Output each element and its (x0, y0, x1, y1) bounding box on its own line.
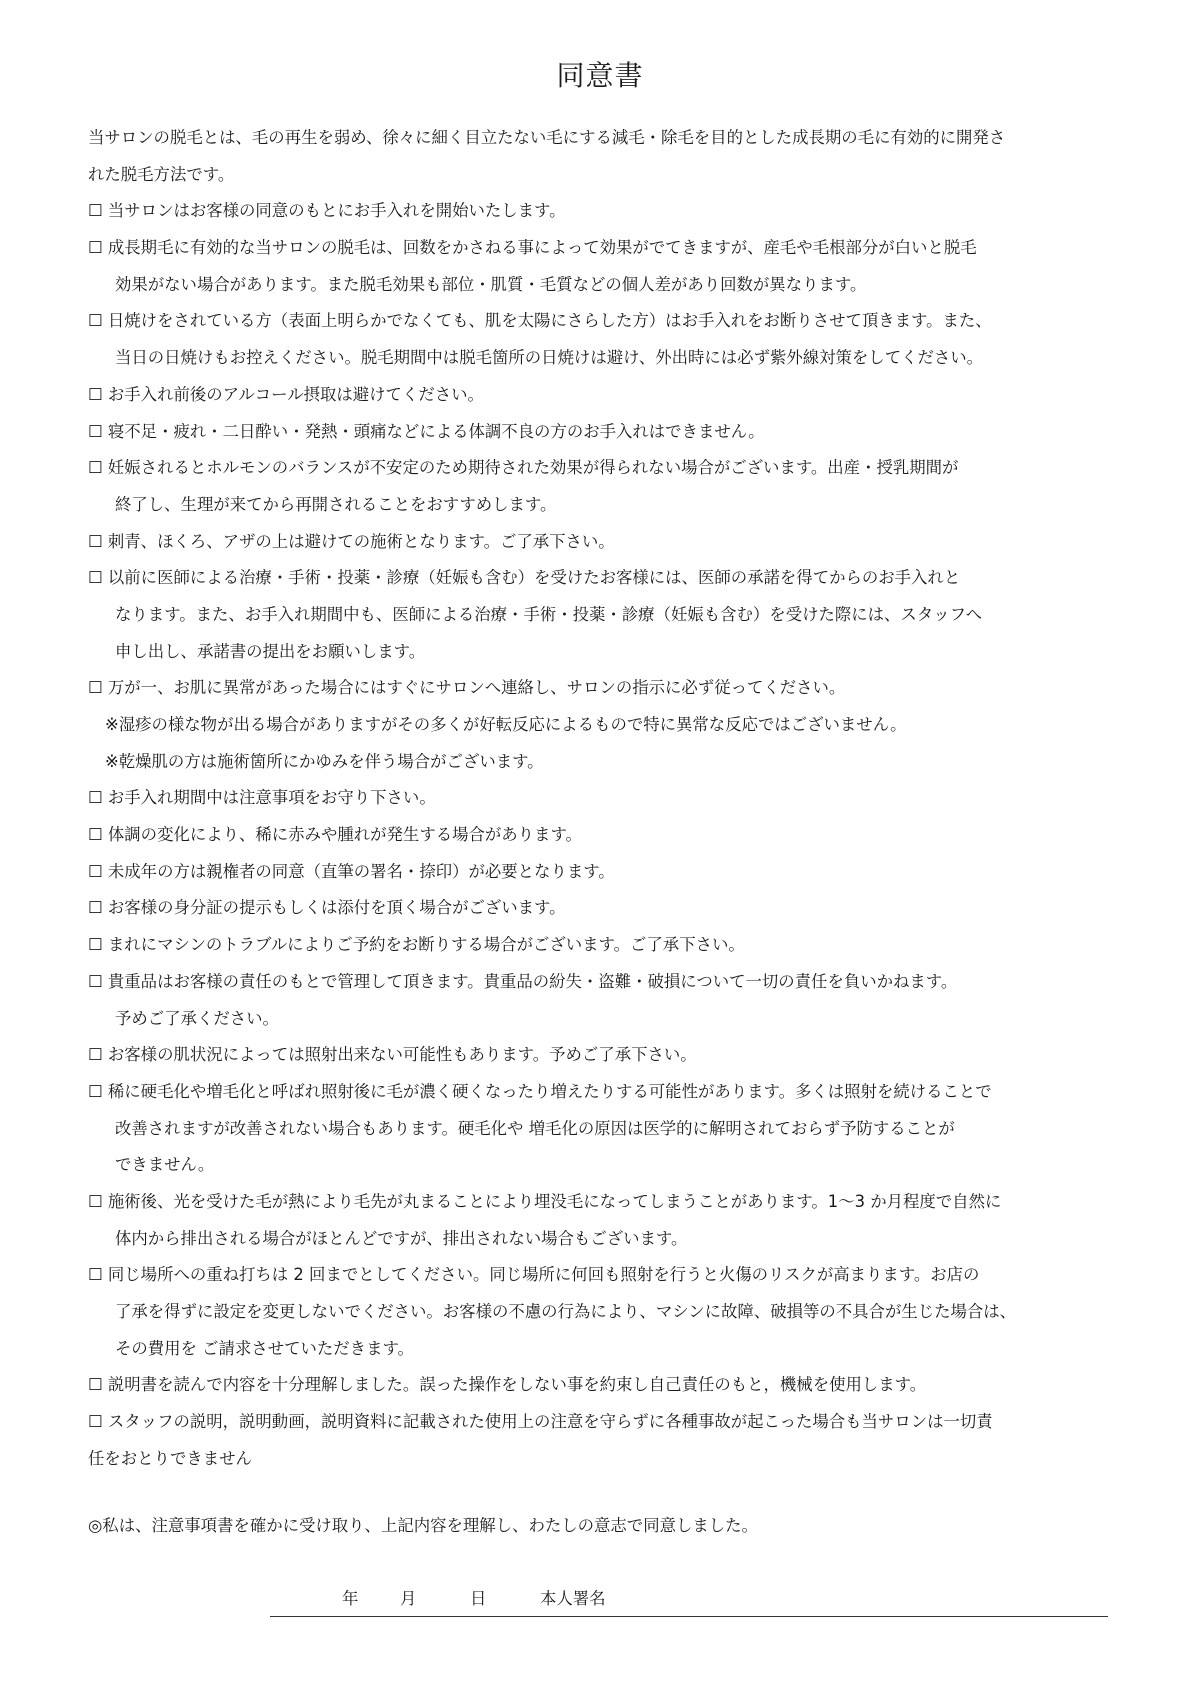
month-label: 月 (400, 1589, 417, 1608)
consent-line: ☐ 未成年の方は親権者の同意（直筆の署名・捺印）が必要となります。 (88, 861, 615, 881)
consent-line: ☐ 体調の変化により、稀に赤みや腫れが発生する場合があります。 (88, 825, 582, 845)
consent-statement: ◎私は、注意事項書を確かに受け取り、上記内容を理解し、わたしの意志で同意しました。 (88, 1516, 758, 1535)
consent-line: 当サロンの脱毛とは、毛の再生を弱め、徐々に細く目立たない毛にする減毛・除毛を目的とした成長期の毛に有効的に開発さ (88, 128, 1006, 147)
consent-line: 了承を得ずに設定を変更しないでください。お客様の不慮の行為により、マシンに故障、破損等の不具合が生じた場合は、 (115, 1302, 1017, 1321)
consent-line: 申し出し、承諾書の提出をお願いします。 (115, 641, 426, 661)
consent-line: ☐ 当サロンはお客様の同意のもとにお手入れを開始いたします。 (88, 201, 566, 221)
year-label: 年 (342, 1589, 359, 1608)
consent-line: ☐ 日焼けをされている方（表面上明らかでなくても、肌を太陽にさらした方）はお手入れをお断りさせて頂きます。また、 (88, 311, 992, 331)
consent-line: 効果がない場合があります。また脱毛効果も部位・肌質・毛質などの個人差があり回数が異なります。 (115, 274, 867, 294)
document-title: 同意書 (556, 59, 644, 92)
signature-line[interactable] (270, 1584, 1108, 1617)
consent-line: ☐ お手入れ前後のアルコール摂取は避けてください。 (88, 384, 484, 404)
note-line: ※湿疹の様な物が出る場合がありますがその多くが好転反応によるもので特に異常な反応ではございません。 (105, 715, 907, 734)
consent-line: ☐ 成長期毛に有効的な当サロンの脱毛は、回数をかさねる事によって効果がでてきますが、産毛や毛根部分が白いと脱毛 (88, 238, 977, 258)
consent-line: ☐ 妊娠されるとホルモンのバランスが不安定のため期待された効果が得られない場合がございます。出産・授乳期間が (88, 458, 959, 478)
consent-line: ☐ 刺青、ほくろ、アザの上は避けての施術となります。ご了承下さい。 (88, 531, 615, 551)
consent-line: 改善されますが改善されない場合もあります。硬毛化や 増毛化の原因は医学的に解明されておらず予防することが (115, 1118, 955, 1138)
consent-line: 任をおとりできません (88, 1448, 252, 1468)
consent-line: 終了し、生理が来てから再開されることをおすすめします。 (115, 494, 557, 514)
consent-line: 当日の日焼けもお控えください。脱毛期間中は脱毛箇所の日焼けは避け、外出時には必ず紫外線対策をしてください。 (115, 348, 984, 368)
consent-line: 体内から排出される場合がほとんどですが、排出されない場合もございます。 (115, 1228, 688, 1248)
day-label: 日 (470, 1589, 487, 1608)
consent-items (88, 120, 1120, 1477)
note-line: ※乾燥肌の方は施術箇所にかゆみを伴う場合がございます。 (105, 751, 544, 771)
consent-line: ☐ お手入れ期間中は注意事項をお守り下さい。 (88, 788, 436, 808)
consent-line: ☐ 以前に医師による治療・手術・投薬・診療（妊娠も含む）を受けたお客様には、医師の承諾を得てからのお手入れと (88, 568, 961, 588)
consent-line: できません。 (115, 1155, 215, 1175)
consent-line: その費用を ご請求させていただきます。 (115, 1338, 414, 1358)
consent-line: ☐ 万が一、お肌に異常があった場合にはすぐにサロンへ連絡し、サロンの指示に必ず従ってください。 (88, 678, 846, 698)
consent-line: れた脱毛方法です。 (88, 164, 235, 184)
consent-line: ☐ 稀に硬毛化や増毛化と呼ばれ照射後に毛が濃く硬くなったり増えたりする可能性があります。多くは照射を続けることで (88, 1081, 992, 1101)
consent-line: 予めご了承ください。 (115, 1008, 279, 1028)
consent-line: ☐ 貴重品はお客様の責任のもとで管理して頂きます。貴重品の紛失・盗難・破損について一切の責任を負いかねます。 (88, 971, 958, 991)
consent-line: ☐ 寝不足・疲れ・二日酔い・発熱・頭痛などによる体調不良の方のお手入れはできません。 (88, 421, 765, 441)
consent-line: なります。また、お手入れ期間中も、医師による治療・手術・投薬・診療（妊娠も含む）を受けた際には、スタッフへ (115, 604, 983, 624)
consent-line: ☐ 施術後、光を受けた毛が熱により毛先が丸まることにより埋没毛になってしまうことがあります。1〜3 か月程度で自然に (88, 1191, 1002, 1211)
signature-name-label: 本人署名 (540, 1589, 606, 1608)
consent-line: ☐ お客様の身分証の提示もしくは添付を頂く場合がございます。 (88, 898, 566, 918)
consent-line: ☐ 同じ場所への重ね打ちは 2 回までとしてください。同じ場所に何回も照射を行うと火傷のリスクが高まります。お店の (88, 1265, 980, 1285)
consent-line: ☐ スタッフの説明，説明動画，説明資料に記載された使用上の注意を守らずに各種事故が起こった場合も当サロンは一切責 (88, 1412, 993, 1432)
consent-line: ☐ まれにマシンのトラブルによりご予約をお断りする場合がございます。ご了承下さい。 (88, 935, 745, 955)
consent-line: ☐ 説明書を読んで内容を十分理解しました。誤った操作をしない事を約束し自己責任のもと，機械を使用します。 (88, 1375, 927, 1395)
consent-line: ☐ お客様の肌状況によっては照射出来ない可能性もあります。予めご了承下さい。 (88, 1045, 697, 1065)
